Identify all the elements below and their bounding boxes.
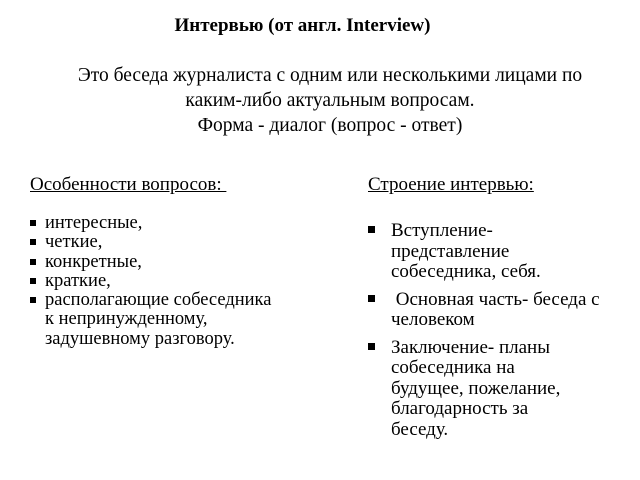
square-bullet-icon bbox=[30, 259, 36, 265]
square-bullet-icon bbox=[30, 297, 36, 303]
question-features-list bbox=[30, 214, 330, 349]
list-item-text: располагающие собеседника к непринужденному, задушевному разговору. bbox=[45, 290, 272, 349]
list-item-text: конкретные, bbox=[45, 251, 142, 272]
list-item bbox=[368, 338, 581, 441]
definition-text bbox=[30, 63, 630, 138]
square-bullet-icon bbox=[368, 343, 375, 350]
list-item bbox=[30, 291, 275, 349]
definition-line: Форма - диалог (вопрос - ответ) bbox=[197, 115, 463, 136]
square-bullet-icon bbox=[30, 239, 36, 245]
square-bullet-icon bbox=[368, 295, 375, 302]
list-item bbox=[368, 290, 621, 331]
list-item-text: Основная часть- беседа с человеком bbox=[391, 288, 605, 330]
definition-line: Это беседа журналиста с одним или несколькими лицами по bbox=[77, 65, 583, 86]
list-item bbox=[30, 253, 330, 272]
page-title: Интервью (от англ. Interview) bbox=[174, 15, 431, 36]
question-features-heading: Особенности вопросов: bbox=[30, 174, 227, 195]
list-item bbox=[368, 221, 553, 283]
square-bullet-icon bbox=[30, 278, 36, 284]
interview-structure-list bbox=[368, 221, 630, 440]
square-bullet-icon bbox=[30, 220, 36, 226]
list-item bbox=[30, 233, 330, 252]
interview-structure-column bbox=[368, 173, 630, 447]
list-item-text: Заключение- планы собеседника на будущее, пожелание, благодарность за беседу. bbox=[391, 336, 566, 440]
list-item bbox=[30, 272, 330, 291]
definition-line: каким-либо актуальным вопросам. bbox=[185, 90, 475, 111]
list-item bbox=[30, 214, 330, 233]
square-bullet-icon bbox=[368, 226, 375, 233]
list-item-text: краткие, bbox=[45, 270, 111, 291]
question-features-column bbox=[30, 173, 330, 349]
interview-structure-heading: Строение интервью: bbox=[368, 174, 534, 195]
list-item-text: Вступление-представление собеседника, себя. bbox=[391, 220, 541, 282]
list-item-text: интересные, bbox=[45, 213, 143, 233]
list-item-text: четкие, bbox=[45, 232, 103, 253]
